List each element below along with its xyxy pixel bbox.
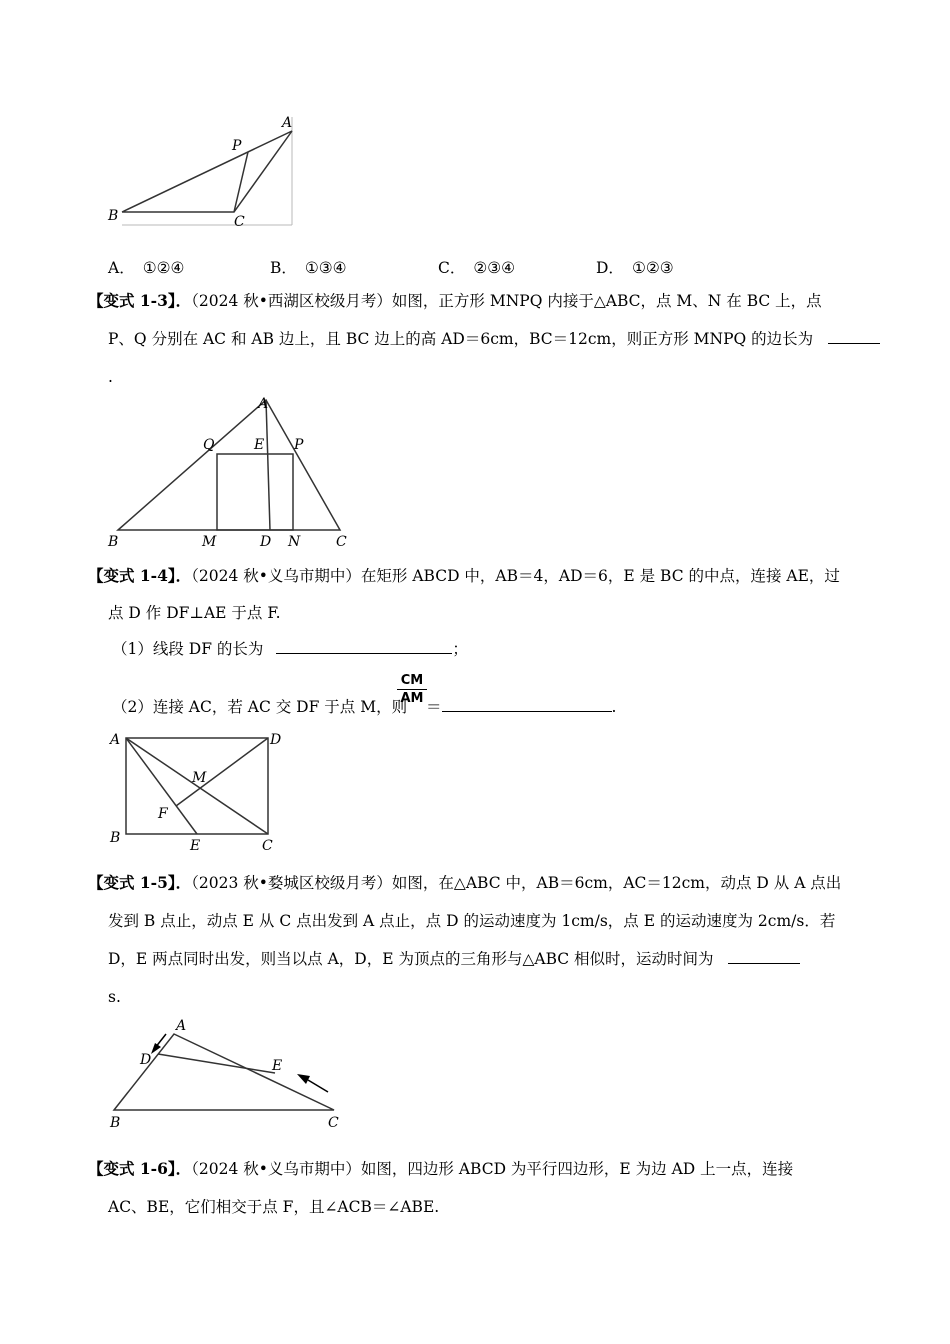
figure-square-in-triangle	[100, 392, 360, 554]
label-d: D	[260, 534, 272, 550]
question-1-4-sub1: （1）线段 DF 的长为 ；	[112, 640, 468, 658]
label-b: B	[110, 1115, 121, 1131]
label-e: E	[254, 437, 265, 453]
answer-blank[interactable]	[276, 638, 452, 654]
question-1-6-line2: AC、BE，它们相交于点 F，且∠ACB＝∠ABE.	[108, 1198, 440, 1216]
label-p: P	[232, 138, 242, 154]
choice-d: D． ①②③	[596, 259, 674, 277]
label-e: E	[190, 838, 201, 854]
answer-blank[interactable]	[442, 696, 612, 712]
label-b: B	[108, 208, 119, 224]
question-1-6-line1: （2024 秋•义乌市期中）如图，四边形 ABCD 为平行四边形，E 为边 AD 上一点，连接	[191, 1160, 794, 1178]
figure-triangle-moving-points	[100, 1012, 350, 1132]
label-c: C	[336, 534, 347, 550]
question-1-5-head: 【变式 1-5】．	[88, 873, 192, 892]
label-a: A	[282, 115, 293, 131]
question-1-6-head: 【变式 1-6】．	[88, 1159, 192, 1178]
question-1-5-line1: （2023 秋•婺城区校级月考）如图，在△ABC 中，AB＝6cm，AC＝12cm，动点 D 从 A 点出	[191, 874, 842, 892]
question-1-3-line2: P、Q 分别在 AC 和 AB 边上，且 BC 边上的高 AD＝6cm，BC＝12cm，则正方形 MNPQ 的边长为	[108, 328, 880, 350]
question-1-4	[88, 565, 840, 587]
question-1-3-line1: （2024 秋•西湖区校级月考）如图，正方形 MNPQ 内接于△ABC，点 M、N 在 BC 上，点	[191, 292, 822, 310]
label-q: Q	[203, 437, 215, 453]
fraction-numerator: CM	[397, 672, 427, 690]
question-1-4-line1: （2024 秋•义乌市期中）在矩形 ABCD 中，AB＝4，AD＝6，E 是 BC 的中点，连接 AE，过	[191, 567, 840, 585]
choice-b: B． ①③④	[270, 259, 347, 277]
question-1-5	[88, 872, 841, 894]
question-1-3-head: 【变式 1-3】．	[88, 291, 192, 310]
choice-a: A． ①②④	[108, 259, 185, 277]
fraction-denominator: AM	[400, 691, 424, 706]
label-b: B	[108, 534, 119, 550]
question-1-4-sub2-end: ＝ .	[426, 698, 617, 716]
question-1-5-line2: 发到 B 点止，动点 E 从 C 点出发到 A 点止，点 D 的运动速度为 1cm/s，点 E 的运动速度为 2cm/s．若	[108, 912, 836, 930]
choice-c: C． ②③④	[438, 259, 516, 277]
figure-triangle-abc-p	[100, 105, 300, 230]
label-a: A	[258, 396, 269, 412]
question-1-5-line4: s.	[108, 988, 121, 1006]
question-1-6	[88, 1158, 793, 1180]
figure-rectangle-abcd	[100, 726, 300, 856]
label-f: F	[158, 806, 168, 822]
label-d: D	[140, 1052, 152, 1068]
label-a: A	[176, 1018, 187, 1034]
label-m: M	[202, 534, 217, 550]
question-1-4-line2: 点 D 作 DF⊥AE 于点 F.	[108, 604, 281, 622]
fraction-cm-am	[397, 672, 427, 707]
question-1-4-head: 【变式 1-4】．	[88, 566, 192, 585]
label-d: D	[270, 732, 282, 748]
label-c: C	[234, 214, 245, 230]
label-e: E	[272, 1058, 283, 1074]
answer-blank[interactable]	[828, 328, 880, 344]
label-c: C	[262, 838, 273, 854]
answer-blank[interactable]	[728, 948, 800, 964]
label-m: M	[192, 770, 207, 786]
label-c: C	[328, 1115, 339, 1131]
question-1-3	[88, 290, 822, 312]
label-a: A	[110, 732, 121, 748]
label-p: P	[294, 437, 304, 453]
question-1-5-line3: D，E 两点同时出发，则当以点 A，D，E 为顶点的三角形与△ABC 相似时，运动时间为	[108, 948, 800, 970]
label-b: B	[110, 830, 121, 846]
question-1-3-line3: .	[108, 368, 113, 386]
question-1-4-sub2: （2）连接 AC，若 AC 交 DF 于点 M，则	[112, 698, 408, 716]
label-n: N	[288, 534, 301, 550]
